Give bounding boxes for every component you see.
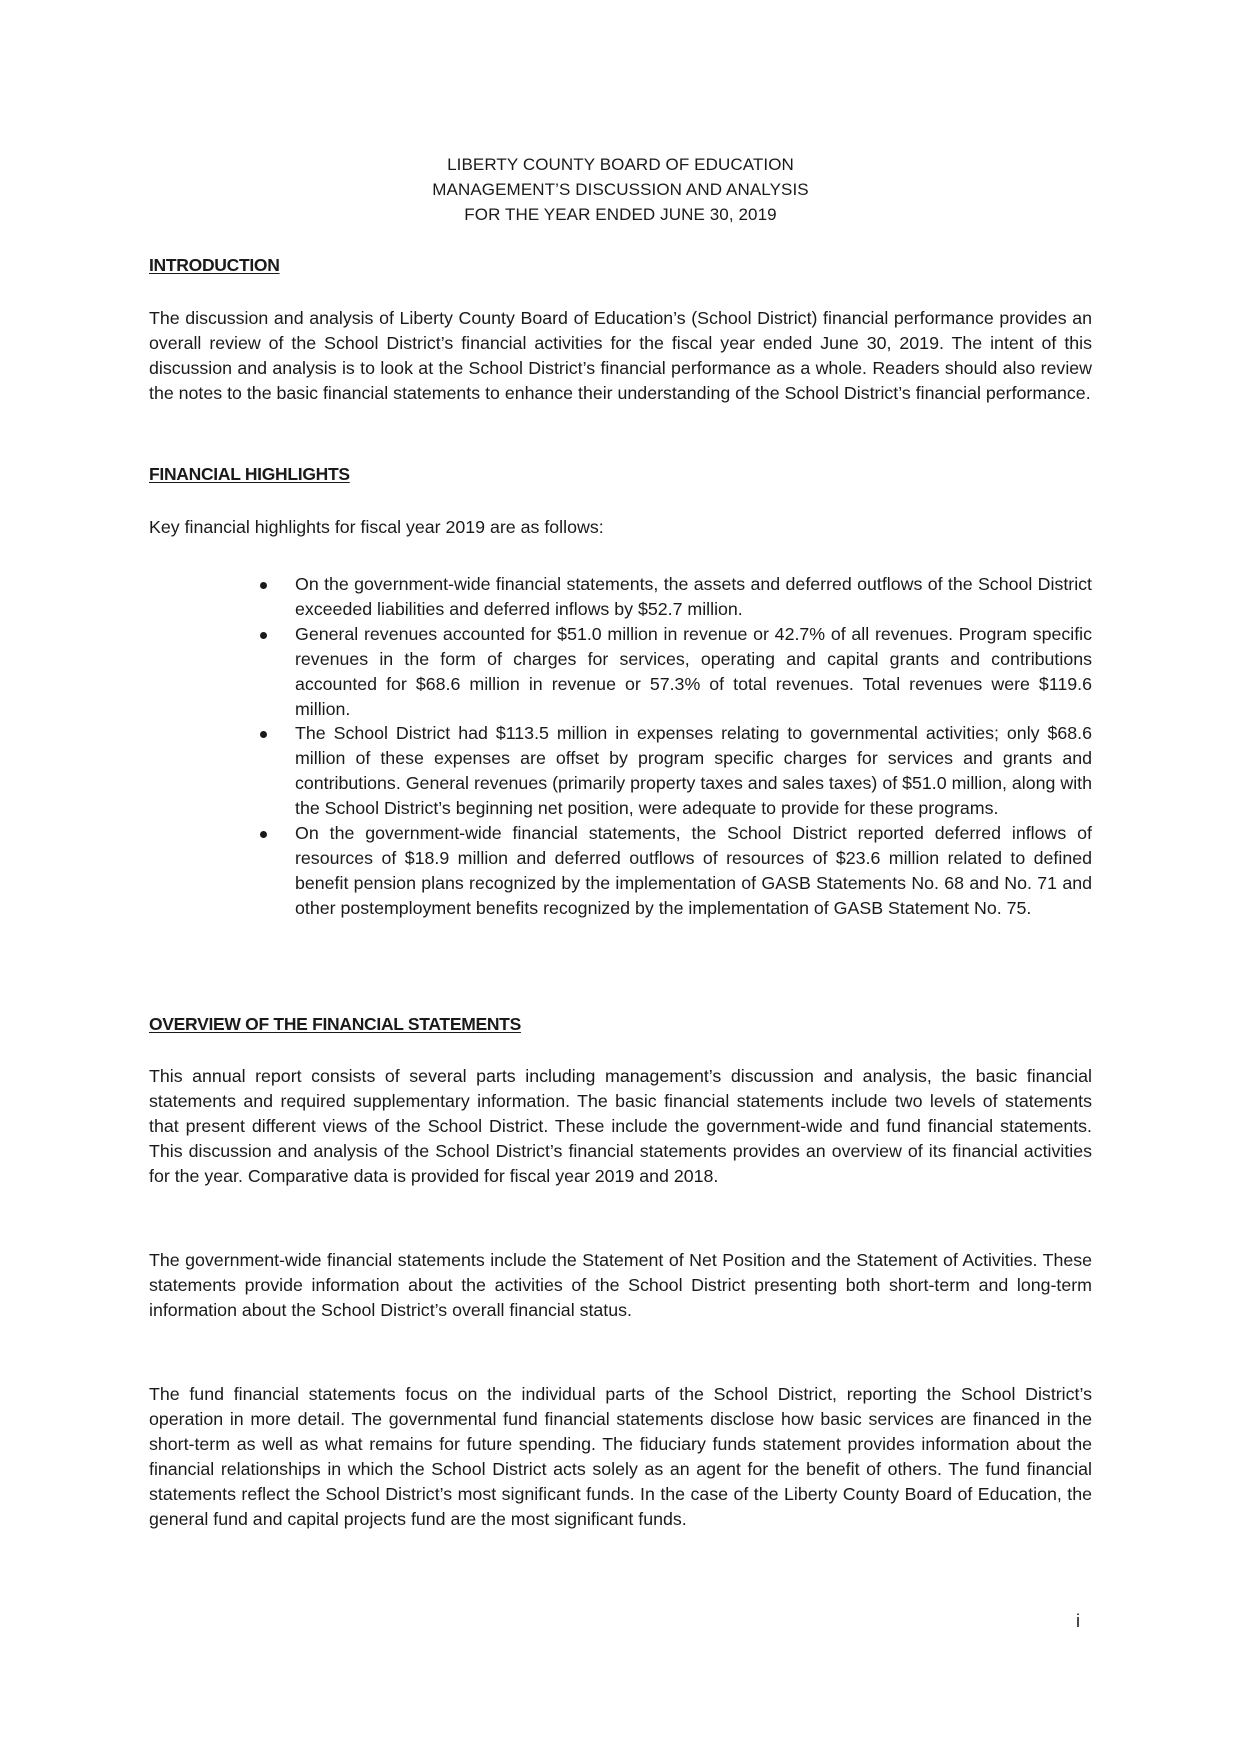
list-item — [295, 721, 1092, 821]
bullet-text: On the government-wide financial statements, the assets and deferred outflows of the School District exceeded liabilities and deferred inflows by $52.7 million. — [295, 574, 1092, 619]
financial-highlights-intro: Key financial highlights for fiscal year 2019 are as follows: — [149, 517, 604, 537]
bullet-text: General revenues accounted for $51.0 million in revenue or 42.7% of all revenues. Program specific revenues in the form of charges for services, operating and capital grants and contributions accounted for $68.6 million in revenue or 57.3% of total revenues. Total revenues were $119.6 million. — [295, 623, 1092, 719]
list-item — [295, 622, 1092, 722]
page-number: i — [1076, 1611, 1080, 1631]
introduction-heading: INTRODUCTION — [149, 255, 280, 275]
list-item — [295, 821, 1092, 921]
overview-paragraph-2: The government-wide financial statements include the Statement of Net Position and the Statement of Activities. These statements provide information about the activities of the School District presenting both short-term and long-term information about the School District’s overall financial status. — [149, 1250, 1092, 1320]
overview-heading: OVERVIEW OF THE FINANCIAL STATEMENTS — [149, 1014, 521, 1034]
overview-paragraph-1: This annual report consists of several parts including management’s discussion and analysis, the basic financial statements and required supplementary information. The basic financial statements include two levels of statements that present different views of the School District. These include the government-wide and fund financial statements. This discussion and analysis of the School District’s financial statements provides an overview of its financial activities for the year. Comparative data is provided for fiscal year 2019 and 2018. — [149, 1066, 1092, 1186]
bullet-icon — [260, 582, 267, 589]
bullet-icon — [260, 731, 267, 738]
bullet-text: On the government-wide financial statements, the School District reported deferred inflows of resources of $18.9 million and deferred outflows of resources of $23.6 million related to defined benefit pension plans recognized by the implementation of GASB Statements No. 68 and No. 71 and other postemployment benefits recognized by the implementation of GASB Statement No. 75. — [295, 823, 1092, 918]
financial-highlights-list — [295, 572, 1092, 921]
financial-highlights-heading: FINANCIAL HIGHLIGHTS — [149, 464, 350, 484]
header-line-title: MANAGEMENT’S DISCUSSION AND ANALYSIS — [432, 180, 809, 199]
header-line-period: FOR THE YEAR ENDED JUNE 30, 2019 — [464, 205, 777, 224]
overview-paragraph-3: The fund financial statements focus on the individual parts of the School District, reporting the School District’s operation in more detail. The governmental fund financial statements disclose how basic services are financed in the short-term as well as what remains for future spending. The fiduciary funds statement provides information about the financial relationships in which the School District acts solely as an agent for the benefit of others. The fund financial statements reflect the School District’s most significant funds. In the case of the Liberty County Board of Education, the general fund and capital projects fund are the most significant funds. — [149, 1384, 1092, 1529]
introduction-paragraph: The discussion and analysis of Liberty County Board of Education’s (School District) financial performance provides an overall review of the School District’s financial activities for the fiscal year ended June 30, 2019. The intent of this discussion and analysis is to look at the School District’s financial performance as a whole. Readers should also review the notes to the basic financial statements to enhance their understanding of the School District’s financial performance. — [149, 308, 1092, 403]
document-header — [150, 152, 1091, 227]
list-item — [295, 572, 1092, 622]
header-line-organization: LIBERTY COUNTY BOARD OF EDUCATION — [447, 155, 794, 174]
bullet-icon — [260, 831, 267, 838]
bullet-icon — [260, 632, 267, 639]
bullet-text: The School District had $113.5 million in expenses relating to governmental activities; only $68.6 million of these expenses are offset by program specific charges for services and grants and contributions. General revenues (primarily property taxes and sales taxes) of $51.0 million, along with the School District’s beginning net position, were adequate to provide for these programs. — [295, 723, 1092, 819]
